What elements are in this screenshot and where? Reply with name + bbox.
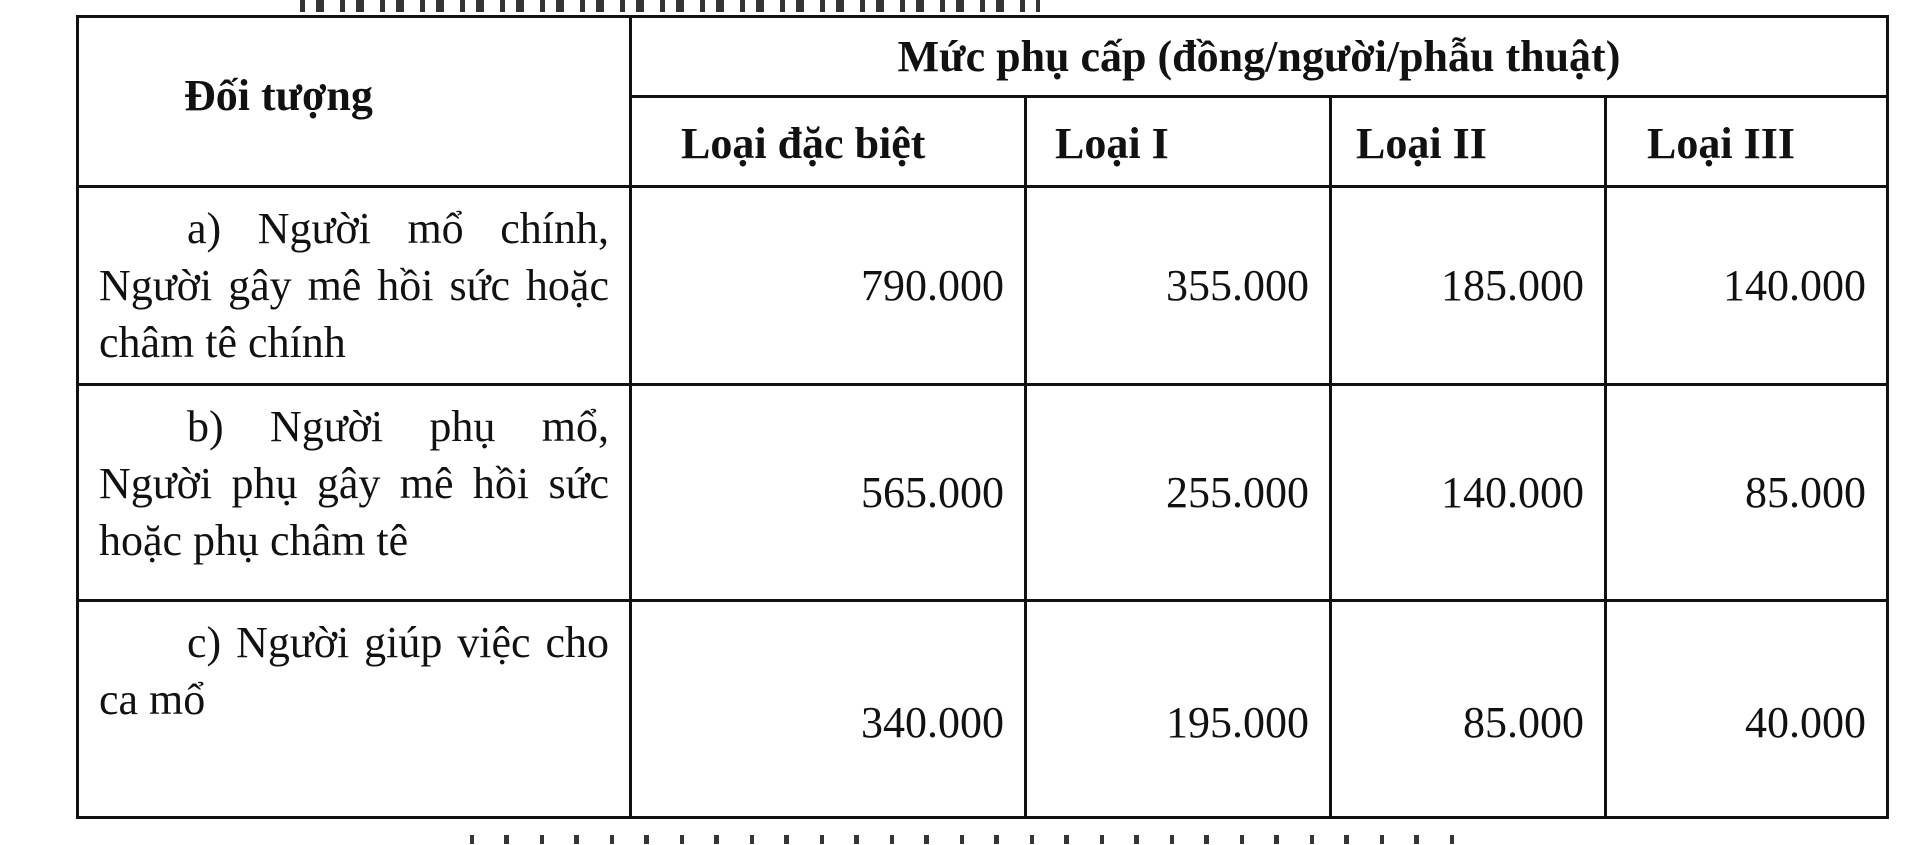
cell-value: 140.000 [1331, 385, 1606, 601]
column-header-type-3: Loại III [1606, 97, 1888, 187]
allowance-group-header: Mức phụ cấp (đồng/người/phẫu thuật) [631, 17, 1888, 97]
subject-column-header: Đối tượng [78, 17, 631, 187]
cell-value: 340.000 [631, 601, 1026, 818]
row-subject [78, 187, 631, 385]
cropped-text-below [0, 831, 1920, 845]
cell-value: 140.000 [1606, 187, 1888, 385]
row-subject-text: c) Người giúp việc cho ca mổ [99, 618, 609, 724]
cell-value: 195.000 [1026, 601, 1331, 818]
allowance-table [76, 15, 1889, 819]
cell-value: 565.000 [631, 385, 1026, 601]
cell-value: 255.000 [1026, 385, 1331, 601]
cell-value: 85.000 [1331, 601, 1606, 818]
cell-value: 355.000 [1026, 187, 1331, 385]
table-row [78, 385, 1888, 601]
cell-value: 790.000 [631, 187, 1026, 385]
column-header-special: Loại đặc biệt [631, 97, 1026, 187]
cropped-text-above [0, 0, 1920, 14]
table-row [78, 601, 1888, 818]
cell-value: 85.000 [1606, 385, 1888, 601]
cell-value: 40.000 [1606, 601, 1888, 818]
column-header-type-1: Loại I [1026, 97, 1331, 187]
row-subject [78, 385, 631, 601]
row-subject [78, 601, 631, 818]
cell-value: 185.000 [1331, 187, 1606, 385]
table-row [78, 187, 1888, 385]
row-subject-text: a) Người mổ chính, Người gây mê hồi sức hoặc châm tê chính [99, 204, 609, 367]
row-subject-text: b) Người phụ mổ, Người phụ gây mê hồi sức hoặc phụ châm tê [99, 402, 609, 565]
column-header-type-2: Loại II [1331, 97, 1606, 187]
